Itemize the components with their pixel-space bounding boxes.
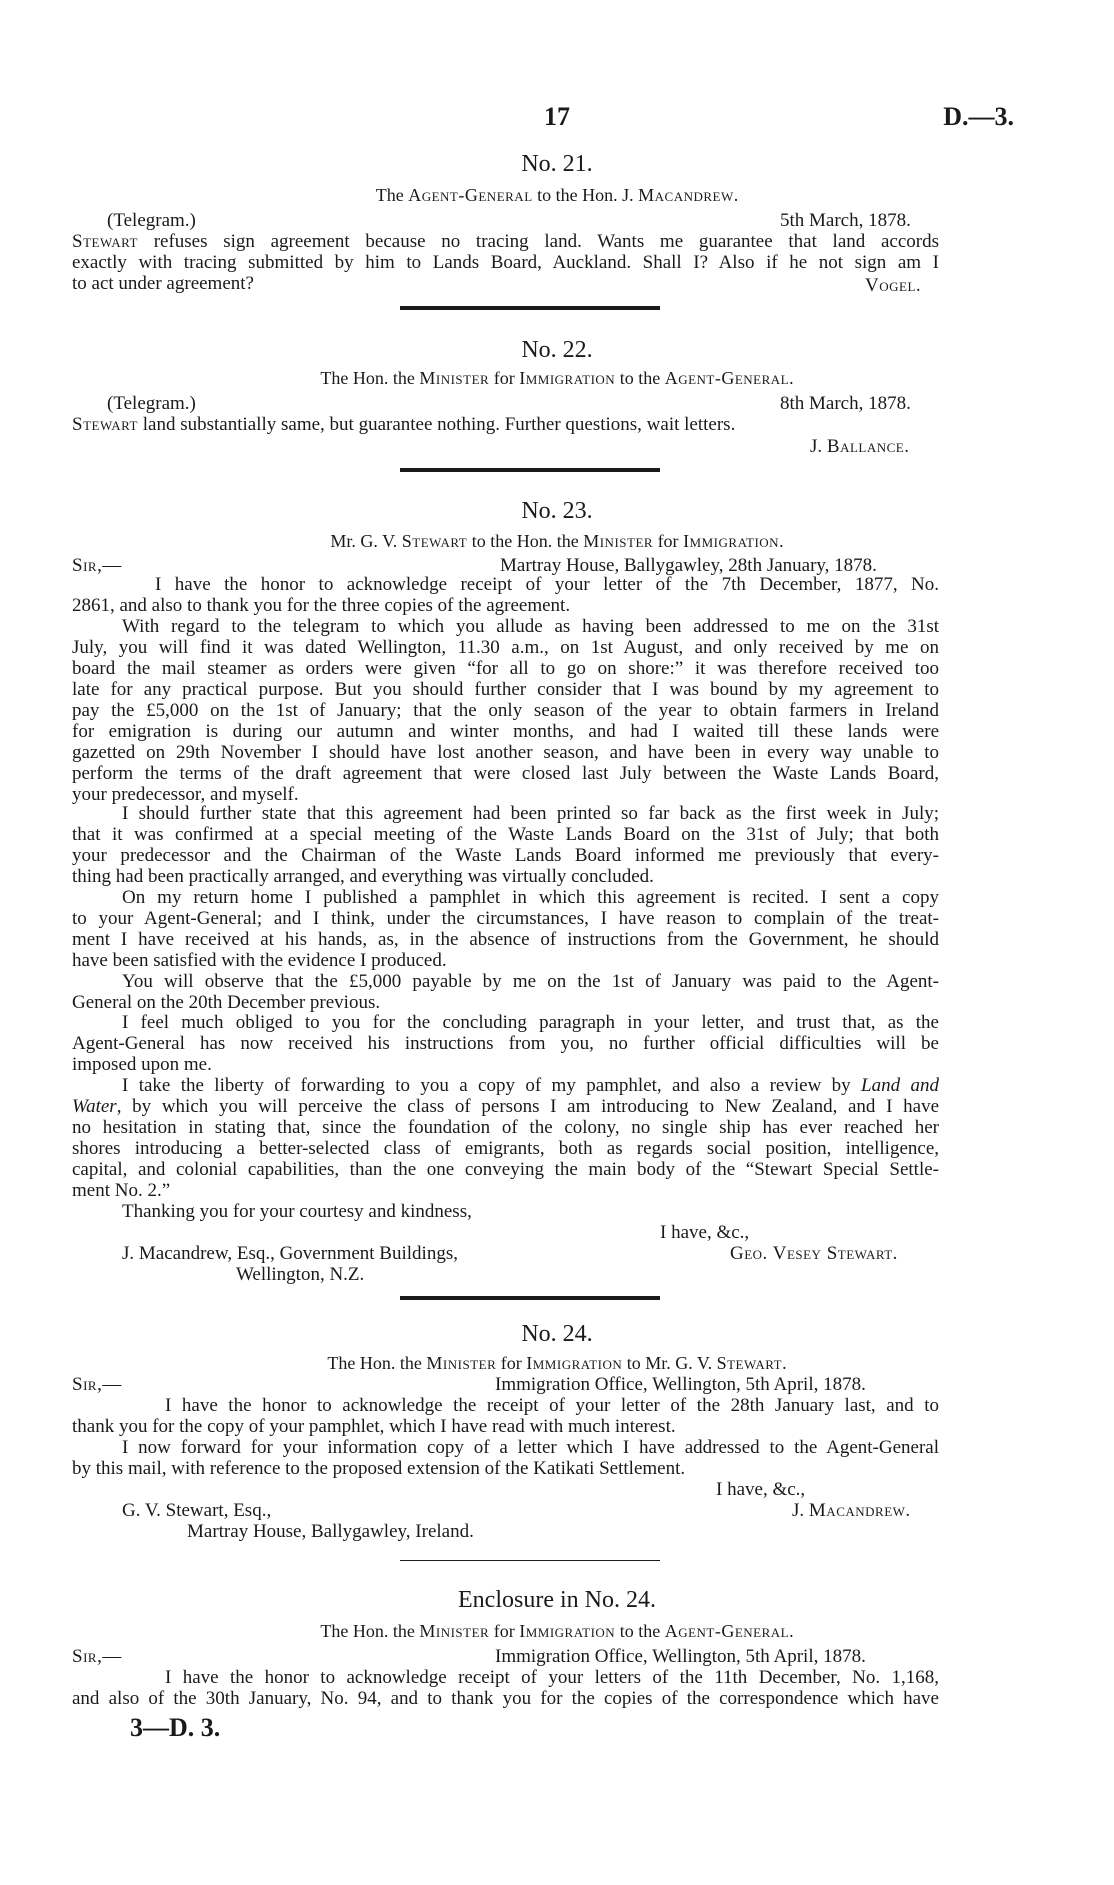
no23-body-line: ment No. 2.”	[72, 1180, 171, 1201]
no22-subtitle: The Hon. the Minister for Immigration to the Agent-General.	[320, 368, 794, 388]
no21-signature: Vogel.	[865, 275, 922, 296]
page-number: 17	[544, 102, 570, 131]
no23-body-line: General on the 20th December previous.	[72, 992, 381, 1013]
no24-subtitle: The Hon. the Minister for Immigration to Mr. G. V. Stewart.	[327, 1353, 787, 1373]
no24-body-line: I have the honor to acknowledge the receipt of your letter of the 28th January last, and to	[165, 1395, 939, 1416]
no23-body-line: for emigration is during our autumn and winter months, and had I waited till these lands were	[72, 721, 939, 742]
no23-body-line: July, you will find it was dated Wellington, 11.30 a.m., on 1st August, and only received by me on	[72, 637, 939, 658]
no23-addressee-city: Wellington, N.Z.	[236, 1264, 365, 1285]
no23-body-line: your predecessor, and myself.	[72, 784, 299, 805]
no24-address: Immigration Office, Wellington, 5th April, 1878.	[495, 1374, 866, 1395]
no24-body-line: I now forward for your information copy of a letter which I have addressed to the Agent-General	[122, 1437, 939, 1458]
no22-title: No. 22.	[521, 337, 593, 363]
no23-body-line: no hesitation in stating that, since the foundation of the colony, no single ship has ever reached her	[72, 1117, 939, 1138]
section-divider	[400, 1560, 660, 1561]
no23-subtitle: Mr. G. V. Stewart to the Hon. the Minister for Immigration.	[330, 531, 784, 551]
enclosure-body-line: I have the honor to acknowledge receipt of your letters of the 11th December, No. 1,168,	[165, 1667, 939, 1688]
no23-address: Martray House, Ballygawley, 28th January, 1878.	[500, 555, 877, 576]
enclosure-address: Immigration Office, Wellington, 5th April, 1878.	[495, 1646, 866, 1667]
no24-title: No. 24.	[521, 1321, 593, 1347]
no23-body-line: I take the liberty of forwarding to you a copy of my pamphlet, and also a review by Land and	[122, 1075, 939, 1096]
no21-body-line: to act under agreement?	[72, 273, 254, 294]
no23-body-line: gazetted on 29th November I should have lost another season, and have been in every way unable to	[72, 742, 939, 763]
no21-body-line: Stewart refuses sign agreement because no tracing land. Wants me guarantee that land accords	[72, 231, 939, 252]
no22-telegram-tag: (Telegram.)	[107, 393, 196, 414]
no23-body-line: late for any practical purpose. But you should further consider that I was bound by my agreement to	[72, 679, 939, 700]
no23-body-line: perform the terms of the draft agreement that were closed last July between the Waste Lands Board,	[72, 763, 939, 784]
no22-date: 8th March, 1878.	[780, 393, 911, 414]
enclosure-salutation: Sir,—	[72, 1646, 122, 1667]
no23-body-line: board the mail steamer as orders were given “for all to go on shore:” it was therefore received too	[72, 658, 939, 679]
no23-title: No. 23.	[521, 498, 593, 524]
no23-body-line: On my return home I published a pamphlet in which this agreement is recited. I sent a copy	[122, 887, 939, 908]
no24-body-line: thank you for the copy of your pamphlet, which I have read with much interest.	[72, 1416, 676, 1437]
no23-body-line: Agent-General has now received his instructions from you, no further official difficulties will be	[72, 1033, 939, 1054]
no23-body-line: shores introducing a better-selected class of emigrants, both as regards social position, intelligence,	[72, 1138, 939, 1159]
no23-body-line: You will observe that the £5,000 payable by me on the 1st of January was paid to the Agent-	[122, 971, 939, 992]
no24-body-line: by this mail, with reference to the proposed extension of the Katikati Settlement.	[72, 1458, 686, 1479]
no24-addressee: G. V. Stewart, Esq.,	[122, 1500, 272, 1521]
section-divider	[400, 1296, 660, 1300]
no23-body-line: imposed upon me.	[72, 1054, 212, 1075]
no23-body-line: ment I have received at his hands, as, in the absence of instructions from the Government, he should	[72, 929, 939, 950]
no23-body-line: Thanking you for your courtesy and kindness,	[122, 1201, 472, 1222]
no22-body-line: Stewart land substantially same, but guarantee nothing. Further questions, wait letters.	[72, 414, 736, 435]
no23-body-line: have been satisfied with the evidence I produced.	[72, 950, 447, 971]
no23-body-line: your predecessor and the Chairman of the Waste Lands Board informed me previously that every-	[72, 845, 939, 866]
section-divider	[400, 468, 660, 472]
no21-title: No. 21.	[521, 151, 593, 177]
no23-closing: I have, &c.,	[660, 1222, 750, 1243]
document-reference: D.—3.	[943, 102, 1014, 131]
section-divider	[400, 306, 660, 310]
no23-body-line: pay the £5,000 on the 1st of January; that the only season of the year to obtain farmers in Ireland	[72, 700, 939, 721]
no23-body-line: thing had been practically arranged, and everything was virtually concluded.	[72, 866, 654, 887]
no22-signature: J. Ballance.	[810, 436, 910, 457]
no21-subtitle: The Agent-General to the Hon. J. Macandrew.	[375, 185, 739, 205]
enclosure-subtitle: The Hon. the Minister for Immigration to the Agent-General.	[320, 1621, 794, 1641]
no23-body-line: 2861, and also to thank you for the three copies of the agreement.	[72, 595, 571, 616]
no23-salutation: Sir,—	[72, 555, 122, 576]
no23-body-line: that it was confirmed at a special meeting of the Waste Lands Board on the 31st of July; that both	[72, 824, 939, 845]
no24-closing: I have, &c.,	[716, 1479, 806, 1500]
no23-body-line: Water, by which you will perceive the class of persons I am introducing to New Zealand, and I have	[72, 1096, 939, 1117]
no21-date: 5th March, 1878.	[780, 210, 911, 231]
no23-body-line: I have the honor to acknowledge receipt of your letter of the 7th December, 1877, No.	[155, 574, 939, 595]
no24-addressee-address: Martray House, Ballygawley, Ireland.	[187, 1521, 474, 1542]
no24-signature: J. Macandrew.	[792, 1500, 911, 1521]
no23-signature: Geo. Vesey Stewart.	[730, 1243, 898, 1264]
enclosure-body-line: and also of the 30th January, No. 94, and to thank you for the copies of the correspondence which have	[72, 1688, 939, 1709]
no23-body-line: With regard to the telegram to which you allude as having been addressed to me on the 31st	[122, 616, 939, 637]
no23-body-line: I should further state that this agreement had been printed so far back as the first week in July;	[122, 803, 939, 824]
no23-addressee: J. Macandrew, Esq., Government Buildings,	[122, 1243, 458, 1264]
no21-telegram-tag: (Telegram.)	[107, 210, 196, 231]
enclosure-title: Enclosure in No. 24.	[458, 1587, 656, 1613]
no21-body-line: exactly with tracing submitted by him to Lands Board, Auckland. Shall I? Also if he not sign am I	[72, 252, 939, 273]
no23-body-line: capital, and colonial capabilities, than the one conveying the main body of the “Stewart Special Settle-	[72, 1159, 939, 1180]
no23-body-line: to your Agent-General; and I think, under the circumstances, I have reason to complain of the treat-	[72, 908, 939, 929]
no24-salutation: Sir,—	[72, 1374, 122, 1395]
footer-reference: 3—D. 3.	[130, 1713, 221, 1742]
no23-body-line: I feel much obliged to you for the concluding paragraph in your letter, and trust that, as the	[122, 1012, 939, 1033]
